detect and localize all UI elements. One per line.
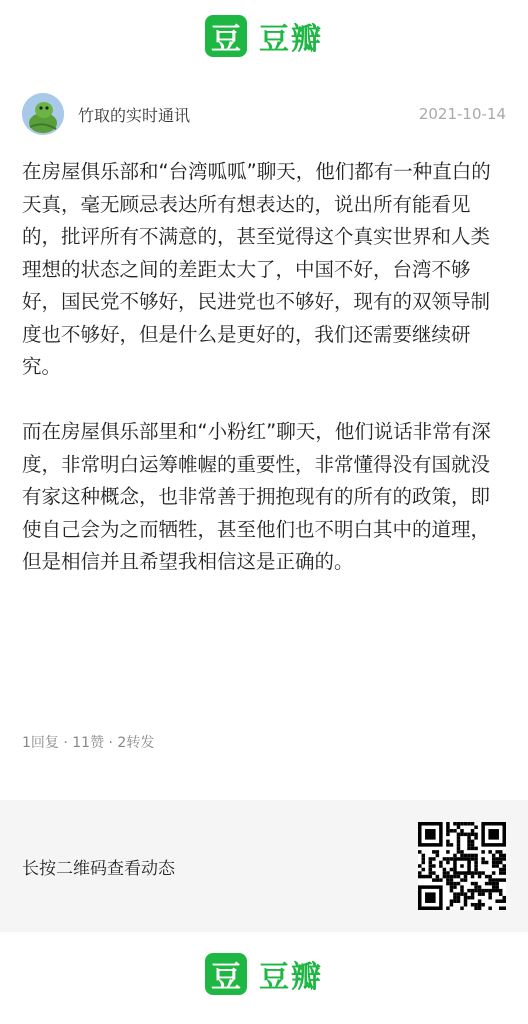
author-row — [22, 92, 506, 136]
avatar[interactable] — [22, 93, 64, 135]
douban-logo-icon: 豆 — [205, 953, 247, 995]
post-paragraph: 在房屋俱乐部和“台湾呱呱”聊天，他们都有一种直白的天真，毫无顾忌表达所有想表达的，说出所有能看见的，批评所有不满意的，甚至觉得这个真实世界和人类理想的状态之间的差距太大了，中国不好，台湾不够好，国民党不够好，民进党也不够好，现有的双领导制度也不够好，但是什么是更好的，我们还需要继续研究。 — [22, 160, 491, 378]
author-name[interactable]: 竹取的实时通讯 — [78, 105, 191, 125]
brand-name: 豆瓣 — [259, 22, 323, 57]
qr-section — [0, 800, 528, 932]
post-paragraph: 而在房屋俱乐部里和“小粉红”聊天，他们说话非常有深度，非常明白运筹帷幄的重要性，非常懂得没有国就没有家这种概念，也非常善于拥抱现有的所有的政策，即使自己会为之而牺牲，甚至他们也不明白其中的道理，但是相信并且希望我相信这是正确的。 — [22, 420, 491, 573]
qr-code-icon[interactable] — [418, 822, 506, 910]
brand-name: 豆瓣 — [259, 960, 323, 995]
post-stats: 1回复 · 11赞 · 2转发 — [22, 735, 155, 751]
douban-logo-icon: 豆 — [205, 15, 247, 57]
douban-header-logo — [0, 14, 528, 58]
qr-label: 长按二维码查看动态 — [22, 858, 175, 879]
post-body — [22, 156, 508, 611]
post-date: 2021-10-14 — [418, 105, 506, 123]
douban-footer-logo — [0, 952, 528, 996]
